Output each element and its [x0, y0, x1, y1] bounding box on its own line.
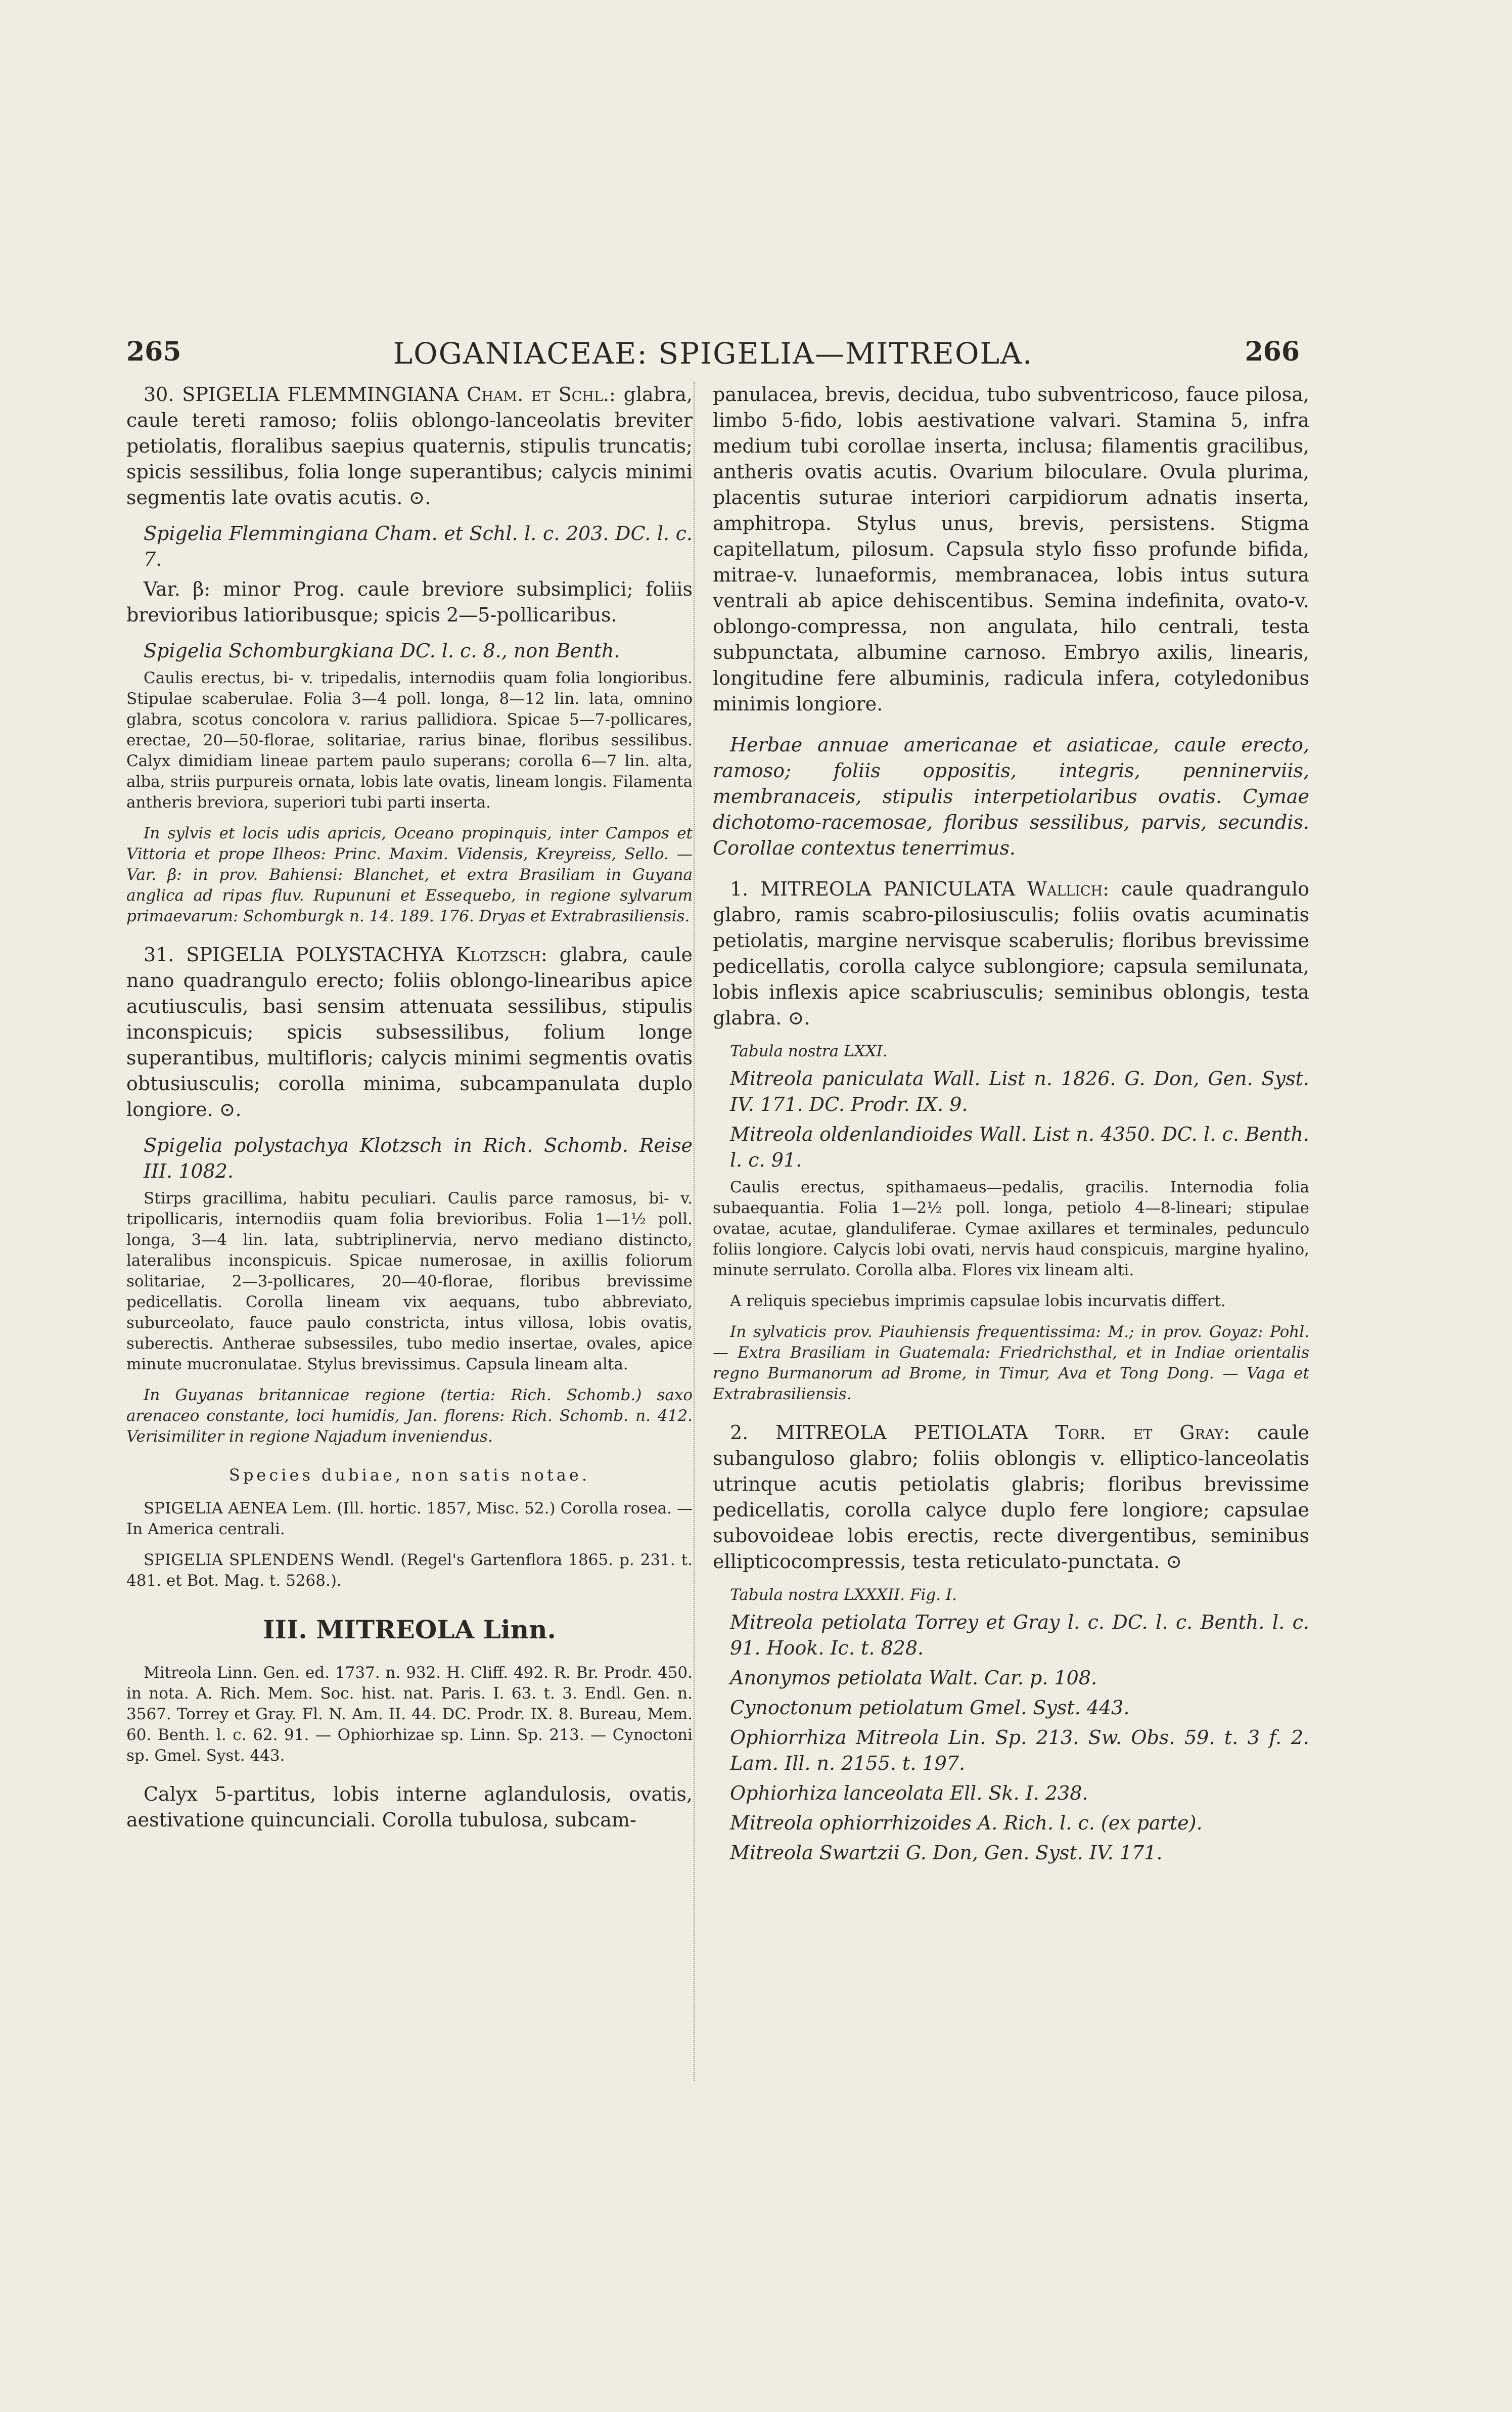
species-2-synonym: Ophiorhiza lanceolata Ell. Sk. I. 238. [730, 1782, 1088, 1804]
species-31-description: glabra, caule nano quadrangulo erecto; foliis oblongo-linearibus apice acutiusculis, basi sensim attenuata sessilibus, stipulis inconspicuis; spicis subsessilibus, folium longe superantibus, multifloris; calycis minimi segmentis ovatis obtusiusculis; corolla minima, subcampanulata duplo longiore. ⊙. [126, 944, 693, 1121]
species-2-description: caule subanguloso glabro; foliis oblongis v. elliptico-lanceolatis utrinque acutis petiolatis glabris; floribus brevissime pedicellatis, corolla calyce duplo fere longiore; capsulae subovoideae lobis erectis, recte divergentibus, seminibus ellipticocompressis, testa reticulato-punctata. ⊙ [713, 1421, 1309, 1573]
species-30: 30. SPIGELIA FLEMMINGIANA Cham. et Schl.: glabra, caule tereti ramoso; foliis oblongo-lanceolatis breviter petiolatis, floralibus saepius quaternis, stipulis truncatis; spicis sessilibus, folia longe superantibus; calycis minimi segmentis late ovatis acutis. ⊙. [126, 383, 693, 509]
species-31-heading: 31. SPIGELIA POLYSTACHYA Klotzsch: [144, 944, 547, 966]
species-2-synonym: Mitreola Swartzii G. Don, Gen. Syst. IV. 171. [730, 1842, 1163, 1864]
species-2 [713, 1420, 1309, 1575]
species-1-note: A reliquis speciebus imprimis capsulae lobis incurvatis differt. [730, 1292, 1226, 1310]
species-2-synonym: Cynoctonum petiolatum Gmel. Syst. 443. [730, 1696, 1130, 1719]
species-30-heading: 30. SPIGELIA FLEMMINGIANA Cham. et Schl. [144, 383, 609, 406]
species-30-detail: Caulis erectus, bi- v. tripedalis, internodiis quam folia longioribus. Stipulae scaberulae. Folia 3—4 poll. longa, 8—12 lin. lata, omnino glabra, scotus concolora v. rarius pallidiora. Spicae 5—7-pollicares, erectae, 20—50-florae, solitariae, rarius binae, floribus sessilibus. Calyx dimidiam lineae partem paulo superans; corolla 6—7 lin. alta, alba, striis purpureis ornata, lobis late ovatis, lineam longis. Filamenta antheris breviora, superiori tubi parti inserta. [126, 669, 693, 812]
species-30-synonym: Spigelia Flemmingiana Cham. et Schl. l. c. 203. DC. l. c. 7. [144, 522, 693, 570]
spigelia-aenea: SPIGELIA AENEA Lem. (Ill. hortic. 1857, Misc. 52.) Corolla rosea. — In America centrali. [126, 1499, 693, 1538]
species-31-synonym: Spigelia polystachya Klotzsch in Rich. Schomb. Reise III. 1082. [144, 1134, 693, 1182]
genus-references: Mitreola Linn. Gen. ed. 1737. n. 932. H. Cliff. 492. R. Br. Prodr. 450. in nota. A. Rich. Mem. Soc. hist. nat. Paris. I. 63. t. 3. Endl. Gen. n. 3567. Torrey et Gray. Fl. N. Am. II. 44. DC. Prodr. IX. 8. Bureau, Mem. 60. Benth. l. c. 62. 91. — Ophiorhizae sp. Linn. Sp. 213. — Cynoctoni sp. Gmel. Syst. 443. [126, 1664, 693, 1765]
genus-description: Calyx 5-partitus, lobis interne aglandulosis, ovatis, aestivatione quincunciali. Corolla tubulosa, subcam- [126, 1783, 693, 1831]
spigelia-splendens: SPIGELIA SPLENDENS Wendl. (Regel's Gartenflora 1865. p. 231. t. 481. et Bot. Mag. t. 5268.). [126, 1551, 693, 1590]
species-1-habitat: In sylvaticis prov. Piauhiensis frequentissima: M.; in prov. Goyaz: Pohl. — Extra Brasiliam in Guatemala: Friedrichsthal, et in Indiae orientalis regno Burmanorum ad Brome, in Timur, Ava et Tong Dong. — Vaga et Extrabrasiliensis. [713, 1323, 1309, 1403]
species-30-habitat: In sylvis et locis udis apricis, Oceano propinquis, inter Campos et Vittoria et prope Ilheos: Princ. Maxim. Vidensis, Kreyreiss, Sello. — Var. β: in prov. Bahiensi: Blanchet, et extra Brasiliam in Guyana anglica ad ripas fluv. Rupununi et Essequebo, in regione sylvarum primaevarum: Schomburgk n. 14. 189. 176. Dryas et Extrabrasiliensis. [126, 824, 693, 925]
species-31-habitat: In Guyanas britannicae regione (tertia: Rich. Schomb.) saxo arenaceo constante, loci humidis, Jan. florens: Rich. Schomb. n. 412. Verisimiliter in regione Najadum inveniendus. [126, 1386, 693, 1446]
species-30-synonym-2: Spigelia Schomburgkiana DC. l. c. 8., non Benth. [144, 640, 620, 662]
species-31 [126, 942, 693, 1123]
dubious-species-heading: Species dubiae, non satis notae. [229, 1465, 590, 1485]
page-number-right: 266 [1245, 336, 1300, 367]
species-1-plate: Tabula nostra LXXI. [730, 1042, 888, 1060]
genus-title: III. MITREOLA Linn. [263, 1615, 556, 1644]
page-number-left: 265 [126, 336, 181, 367]
genus-habit: Herbae annuae americanae et asiaticae, caule erecto, ramoso; foliis oppositis, integris, penninerviis, membranaceis, stipulis interpetiolaribus ovatis. Cymae dichotomo-racemosae, floribus sessilibus, parvis, secundis. Corollae contextus tenerrimus. [713, 734, 1309, 859]
species-1-synonym-2: Mitreola oldenlandioides Wall. List n. 4350. DC. l. c. Benth. l. c. 91. [730, 1123, 1309, 1171]
right-column [694, 382, 1309, 2081]
species-1-heading: 1. MITREOLA PANICULATA Wallich: [730, 878, 1109, 900]
left-column [126, 382, 693, 1843]
species-2-synonym: Anonymos petiolata Walt. Car. p. 108. [730, 1667, 1097, 1689]
species-1 [713, 876, 1309, 1031]
species-1-description: caule quadrangulo glabro, ramis scabro-pilosiusculis; foliis ovatis acuminatis petiolatis, margine nervisque scaberulis; floribus brevissime pedicellatis, corolla calyce sublongiore; capsula semilunata, lobis inflexis apice scabriusculis; seminibus oblongis, testa glabra. ⊙. [713, 878, 1309, 1029]
species-1-synonym-1: Mitreola paniculata Wall. List n. 1826. G. Don, Gen. Syst. IV. 171. DC. Prodr. IX. 9. [730, 1067, 1309, 1115]
species-31-detail: Stirps gracillima, habitu peculiari. Caulis parce ramosus, bi- v. tripollicaris, internodiis quam folia brevioribus. Folia 1—1½ poll. longa, 3—4 lin. lata, subtriplinervia, nervo mediano distincto, lateralibus inconspicuis. Spicae numerosae, in axillis foliorum solitariae, 2—3-pollicares, 20—40-florae, floribus brevissime pedicellatis. Corolla lineam vix aequans, tubo abbreviato, suburceolato, fauce paulo constricta, intus villosa, lobis ovatis, suberectis. Antherae subsessiles, tubo medio insertae, ovales, apice minute mucronulatae. Stylus brevissimus. Capsula lineam alta. [126, 1189, 693, 1373]
species-2-plate: Tabula nostra LXXXII. Fig. I. [730, 1586, 957, 1604]
running-title: LOGANIACEAE: SPIGELIA—MITREOLA. [393, 336, 1033, 371]
species-2-synonym: Mitreola ophiorrhizoides A. Rich. l. c. (ex parte). [730, 1812, 1203, 1834]
genus-description-continued: panulacea, brevis, decidua, tubo subventricoso, fauce pilosa, limbo 5-fido, lobis aestivatione valvari. Stamina 5, infra medium tubi corollae inserta, inclusa; filamentis gracilibus, antheris ovatis acutis. Ovarium biloculare. Ovula plurima, placentis suturae interiori carpidiorum adnatis inserta, amphitropa. Stylus unus, brevis, persistens. Stigma capitellatum, pilosum. Capsula stylo fisso profunde bifida, mitrae-v. lunaeformis, membranacea, lobis intus sutura ventrali ab apice dehiscentibus. Semina indefinita, ovato-v. oblongo-compressa, non angulata, hilo centrali, testa subpunctata, albumine carnoso. Embryo axilis, linearis, longitudine fere albuminis, radicula infera, cotyledonibus minimis longiore. [713, 383, 1309, 715]
species-30-variety: Var. β: minor Prog. caule breviore subsimplici; foliis brevioribus latioribusque; spicis 2—5-pollicaribus. [126, 578, 693, 626]
species-2-synonym: Mitreola petiolata Torrey et Gray l. c. DC. l. c. Benth. l. c. 91. Hook. Ic. t. 828. [730, 1611, 1309, 1659]
species-2-synonym: Ophiorrhiza Mitreola Lin. Sp. 213. Sw. Obs. 59. t. 3 f. 2. Lam. Ill. n. 2155. t. 197. [730, 1726, 1309, 1774]
species-30-description: glabra, caule tereti ramoso; foliis oblongo-lanceolatis breviter petiolatis, floralibus saepius quaternis, stipulis truncatis; spicis sessilibus, folia longe superantibus; calycis minimi segmentis late ovatis acutis. ⊙. [126, 383, 693, 509]
species-1-detail: Caulis erectus, spithamaeus—pedalis, gracilis. Internodia folia subaequantia. Folia 1—2½ poll. longa, petiolo 4—8-lineari; stipulae ovatae, acutae, glanduliferae. Cymae axillares et terminales, pedunculo foliis longiore. Calycis lobi ovati, nervis haud conspicuis, margine hyalino, minute serrulato. Corolla alba. Flores vix lineam alti. [713, 1178, 1309, 1279]
page-header [126, 336, 1300, 377]
species-2-heading: 2. MITREOLA PETIOLATA Torr. et Gray: [730, 1421, 1230, 1444]
